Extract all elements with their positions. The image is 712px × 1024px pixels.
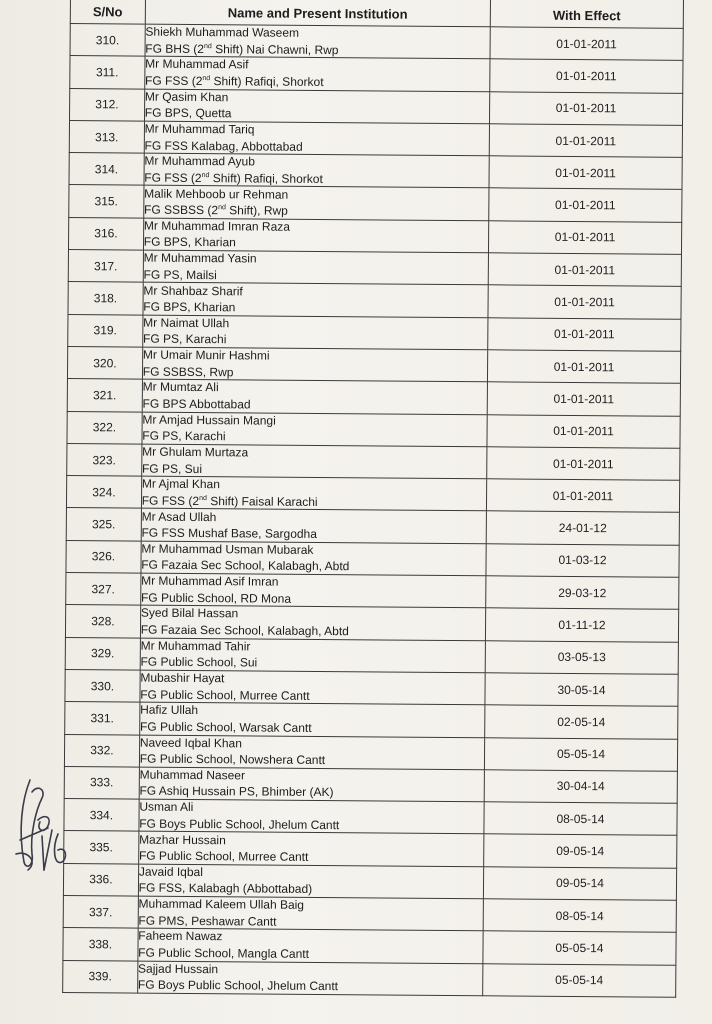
row-name-institution (138, 831, 483, 866)
table-body (63, 24, 684, 998)
row-name-institution (144, 153, 489, 188)
institution-name (138, 911, 482, 930)
table-row (65, 605, 678, 642)
row-effective-date: 03-05-13 (485, 640, 678, 674)
row-effective-date: 05-05-14 (483, 963, 676, 997)
row-sno: 325. (66, 508, 141, 541)
row-effective-date: 30-04-14 (484, 770, 677, 804)
row-effective-date: 01-01-2011 (487, 382, 680, 416)
row-sno: 323. (67, 443, 142, 476)
person-name: Javaid Iqbal (138, 864, 203, 879)
row-effective-date: 01-01-2011 (488, 221, 681, 255)
person-name: Faheem Nawaz (138, 929, 223, 944)
institution-text-rest: Shift), Rwp (225, 203, 288, 218)
institution-text: FG FSS Kalabag, Abbottabad (144, 138, 303, 154)
row-sno: 331. (65, 702, 140, 735)
ordinal-suffix: nd (199, 494, 207, 502)
person-name: Mr Muhammad Asif (145, 57, 249, 72)
table-row (70, 24, 683, 61)
person-name: Mr Muhammad Ayub (144, 153, 255, 169)
institution-text: FG FSS Mushaf Base, Sargodha (141, 525, 317, 542)
row-sno: 315. (69, 185, 144, 218)
row-name-institution (139, 735, 484, 770)
row-effective-date: 01-01-2011 (489, 91, 682, 125)
institution-name (140, 653, 484, 672)
institution-name (138, 976, 482, 995)
row-name-institution (138, 864, 483, 899)
header-date: With Effect (490, 0, 683, 28)
institution-text: FG FSS, Kalabagh (Abbottabad) (138, 880, 313, 897)
row-name-institution (142, 347, 487, 382)
institution-name (139, 879, 483, 898)
row-effective-date: 01-01-2011 (487, 414, 680, 448)
table-row (70, 56, 683, 93)
person-name: Mr Muhammad Asif Imran (141, 573, 279, 589)
person-name: Muhammad Naseer (139, 767, 246, 783)
ordinal-suffix: nd (202, 74, 211, 83)
row-sno: 318. (68, 282, 143, 315)
person-name: Mr Shahbaz Sharif (143, 283, 243, 298)
row-name-institution (138, 928, 483, 963)
person-name: Shiekh Muhammad Waseem (145, 24, 300, 40)
person-name: Mr Amjad Hussain Mangi (142, 412, 276, 428)
row-sno: 339. (63, 960, 138, 993)
row-name-institution (140, 638, 485, 673)
person-name: Mr Muhammad Tahir (140, 638, 251, 654)
table-row (67, 443, 680, 480)
institution-text: FG Public School, Warsak Cantt (139, 719, 312, 735)
row-name-institution (143, 186, 488, 221)
row-effective-date: 09-05-14 (483, 866, 676, 900)
row-name-institution (140, 670, 485, 705)
institution-text: FG Public School, Murree Cantt (140, 687, 310, 703)
institution-text: FG BHS (2 (145, 41, 205, 56)
row-sno: 335. (64, 831, 139, 864)
person-name: Mazhar Hussain (139, 832, 226, 847)
row-name-institution (143, 218, 488, 253)
institution-name (143, 362, 487, 381)
table-row (63, 960, 676, 997)
institution-text: FG BPS Abbottabad (142, 396, 251, 412)
institution-name (139, 847, 483, 866)
row-sno: 329. (65, 637, 140, 670)
person-name: Mr Muhammad Usman Mubarak (141, 541, 314, 557)
row-name-institution (140, 605, 485, 640)
row-name-institution (142, 379, 487, 414)
row-sno: 332. (64, 734, 139, 767)
row-name-institution (145, 24, 490, 59)
row-name-institution (141, 476, 486, 511)
table-row (63, 895, 676, 932)
table-row (65, 702, 678, 739)
institution-name (145, 39, 489, 58)
row-effective-date: 30-05-14 (485, 673, 678, 707)
row-effective-date: 08-05-14 (483, 899, 676, 933)
row-sno: 313. (69, 120, 144, 153)
row-effective-date: 05-05-14 (484, 737, 677, 771)
institution-text: FG FSS (2 (144, 170, 202, 185)
row-name-institution (140, 573, 485, 608)
table-row (68, 217, 681, 254)
institution-name (144, 168, 488, 187)
table-row (66, 476, 679, 513)
row-effective-date: 01-01-2011 (488, 317, 681, 351)
row-effective-date: 29-03-12 (486, 576, 679, 610)
row-sno: 333. (64, 766, 139, 799)
institution-name (143, 265, 487, 284)
row-name-institution (144, 56, 489, 91)
row-name-institution (141, 541, 486, 576)
header-name: Name and Present Institution (145, 0, 490, 27)
table-row (64, 831, 677, 868)
institution-name (145, 72, 489, 91)
row-sno: 324. (66, 476, 141, 509)
row-sno: 327. (66, 573, 141, 606)
table-row (63, 863, 676, 900)
institution-text: FG Boys Public School, Jhelum Cantt (139, 816, 340, 832)
row-effective-date: 01-01-2011 (490, 59, 683, 93)
person-name: Mubashir Hayat (140, 670, 225, 686)
person-name: Mr Muhammad Yasin (143, 250, 257, 266)
institution-text: FG BPS, Kharian (143, 235, 236, 250)
table-row (66, 540, 679, 577)
institution-text: FG PS, Sui (141, 461, 203, 476)
institution-text: FG Public School, Murree Cantt (138, 848, 309, 864)
row-sno: 310. (70, 24, 145, 57)
table-row (64, 799, 677, 836)
row-name-institution (141, 444, 486, 479)
row-name-institution (142, 412, 487, 447)
ordinal-suffix: nd (201, 171, 210, 179)
institution-name (140, 717, 484, 736)
institution-name (143, 298, 487, 317)
seniority-table (62, 0, 684, 998)
institution-name (139, 782, 483, 801)
person-name: Sajjad Hussain (138, 961, 219, 976)
person-name: Syed Bilal Hassan (140, 606, 239, 621)
person-name: Muhammad Kaleem Ullah Baig (138, 896, 305, 913)
institution-name (145, 104, 489, 123)
person-name: Naveed Iqbal Khan (139, 735, 242, 751)
table-row (63, 928, 676, 965)
institution-name (142, 427, 486, 446)
institution-name (144, 201, 488, 220)
row-name-institution (142, 315, 487, 350)
row-effective-date: 01-01-2011 (489, 124, 682, 158)
table-row (69, 153, 682, 190)
table-row (69, 120, 682, 157)
row-effective-date: 05-05-14 (483, 931, 676, 965)
institution-name (141, 621, 485, 640)
ordinal-suffix: nd (218, 204, 226, 212)
table-row (67, 411, 680, 448)
row-sno: 321. (67, 379, 142, 412)
table-row (68, 282, 681, 319)
row-sno: 312. (70, 88, 145, 121)
row-name-institution (139, 767, 484, 802)
row-sno: 337. (63, 895, 138, 928)
institution-text: FG PS, Karachi (142, 428, 226, 444)
row-effective-date: 24-01-12 (486, 511, 679, 545)
institution-text: FG Public School, RD Mona (140, 590, 292, 606)
row-sno: 322. (67, 411, 142, 444)
ordinal-suffix: nd (203, 42, 212, 50)
row-name-institution (143, 282, 488, 317)
institution-text: FG Ashiq Hussain PS, Bhimber (AK) (139, 784, 334, 800)
table-row (68, 250, 681, 287)
institution-name (144, 136, 488, 155)
person-name: Mr Ghulam Murtaza (142, 444, 249, 460)
table-row (64, 766, 677, 803)
institution-name (139, 814, 483, 833)
row-sno: 330. (65, 669, 140, 702)
person-name: Mr Mumtaz Ali (142, 379, 219, 395)
row-effective-date: 01-03-12 (486, 544, 679, 578)
row-sno: 314. (69, 153, 144, 186)
institution-text: FG PS, Karachi (142, 331, 227, 347)
institution-text-rest: Shift) Faisal Karachi (206, 493, 318, 509)
institution-text: FG Public School, Sui (140, 654, 258, 670)
table-row (70, 88, 683, 125)
row-sno: 336. (63, 863, 138, 896)
table-row (66, 508, 679, 545)
institution-text-rest: Shift) Nai Chawni, Rwp (211, 41, 339, 57)
table-row (64, 734, 677, 771)
institution-text-rest: Shift) Rafiqi, Shorkot (210, 74, 324, 89)
row-sno: 317. (68, 250, 143, 283)
row-sno: 320. (67, 346, 142, 379)
row-sno: 326. (66, 540, 141, 573)
row-sno: 328. (65, 605, 140, 638)
row-sno: 319. (68, 314, 143, 347)
table-row (67, 379, 680, 416)
row-name-institution (138, 896, 483, 931)
institution-text: FG Boys Public School, Jhelum Cantt (137, 977, 339, 994)
institution-text: FG BPS, Kharian (143, 299, 236, 315)
row-effective-date: 01-01-2011 (487, 350, 680, 384)
institution-name (142, 394, 486, 413)
institution-text: FG PS, Mailsi (143, 267, 217, 282)
table-row (69, 185, 682, 222)
institution-text: FG BPS, Quetta (144, 105, 232, 121)
institution-text-rest: Shift) Rafiqi, Shorkot (209, 170, 323, 186)
person-name: Mr Umair Munir Hashmi (142, 347, 270, 363)
row-name-institution (141, 509, 486, 544)
person-name: Mr Muhammad Tariq (144, 121, 255, 137)
person-name: Usman Ali (139, 799, 194, 815)
person-name: Mr Asad Ullah (141, 509, 217, 524)
row-effective-date: 01-01-2011 (489, 188, 682, 222)
institution-text: FG SSBSS, Rwp (142, 364, 234, 379)
person-name: Mr Naimat Ullah (143, 315, 230, 331)
person-name: Hafiz Ullah (140, 702, 199, 718)
institution-text: FG Fazaia Sec School, Kalabagh, Abtd (140, 622, 349, 639)
institution-name (140, 685, 484, 704)
institution-text: FG Public School, Mangla Cantt (138, 945, 310, 961)
person-name: Mr Muhammad Imran Raza (143, 218, 291, 234)
institution-name (144, 233, 488, 252)
row-effective-date: 01-01-2011 (487, 447, 680, 481)
table-row (68, 314, 681, 351)
institution-text: FG SSBSS (2 (143, 202, 219, 218)
person-name: Malik Mehboob ur Rehman (144, 186, 289, 202)
row-sno: 316. (68, 217, 143, 250)
institution-name (142, 459, 486, 478)
institution-name (141, 524, 485, 543)
row-effective-date: 02-05-14 (485, 705, 678, 739)
table-row (65, 637, 678, 674)
row-effective-date: 01-01-2011 (489, 156, 682, 190)
row-effective-date: 01-11-12 (485, 608, 678, 642)
row-effective-date: 01-01-2011 (488, 285, 681, 319)
institution-name (138, 944, 482, 963)
signature-mark (8, 770, 74, 880)
table-row (66, 573, 679, 610)
row-name-institution (137, 961, 482, 996)
person-name: Mr Qasim Khan (144, 89, 229, 104)
row-effective-date: 01-01-2011 (486, 479, 679, 513)
row-name-institution (143, 250, 488, 285)
table-row (67, 346, 680, 383)
row-name-institution (144, 89, 489, 124)
institution-name (142, 491, 486, 510)
row-sno: 311. (70, 56, 145, 89)
institution-text: FG FSS (2 (145, 73, 203, 88)
institution-name (141, 588, 485, 607)
institution-text: FG Public School, Nowshera Cantt (139, 751, 326, 768)
institution-name (141, 556, 485, 575)
table-row (65, 669, 678, 706)
person-name: Mr Ajmal Khan (141, 476, 220, 492)
institution-name (140, 750, 484, 769)
row-effective-date: 01-01-2011 (488, 253, 681, 287)
row-sno: 334. (64, 799, 139, 832)
institution-text: FG FSS (2 (141, 493, 200, 508)
row-effective-date: 08-05-14 (484, 802, 677, 836)
row-name-institution (139, 799, 484, 834)
institution-text: FG Fazaia Sec School, Kalabagh, Abtd (141, 557, 350, 574)
row-effective-date: 01-01-2011 (490, 27, 683, 61)
row-effective-date: 09-05-14 (484, 834, 677, 868)
institution-text: FG PMS, Peshawar Cantt (138, 913, 277, 929)
row-name-institution (144, 121, 489, 156)
institution-name (143, 330, 487, 349)
row-sno: 338. (63, 928, 138, 961)
row-name-institution (139, 702, 484, 737)
header-sno: S/No (70, 0, 145, 24)
